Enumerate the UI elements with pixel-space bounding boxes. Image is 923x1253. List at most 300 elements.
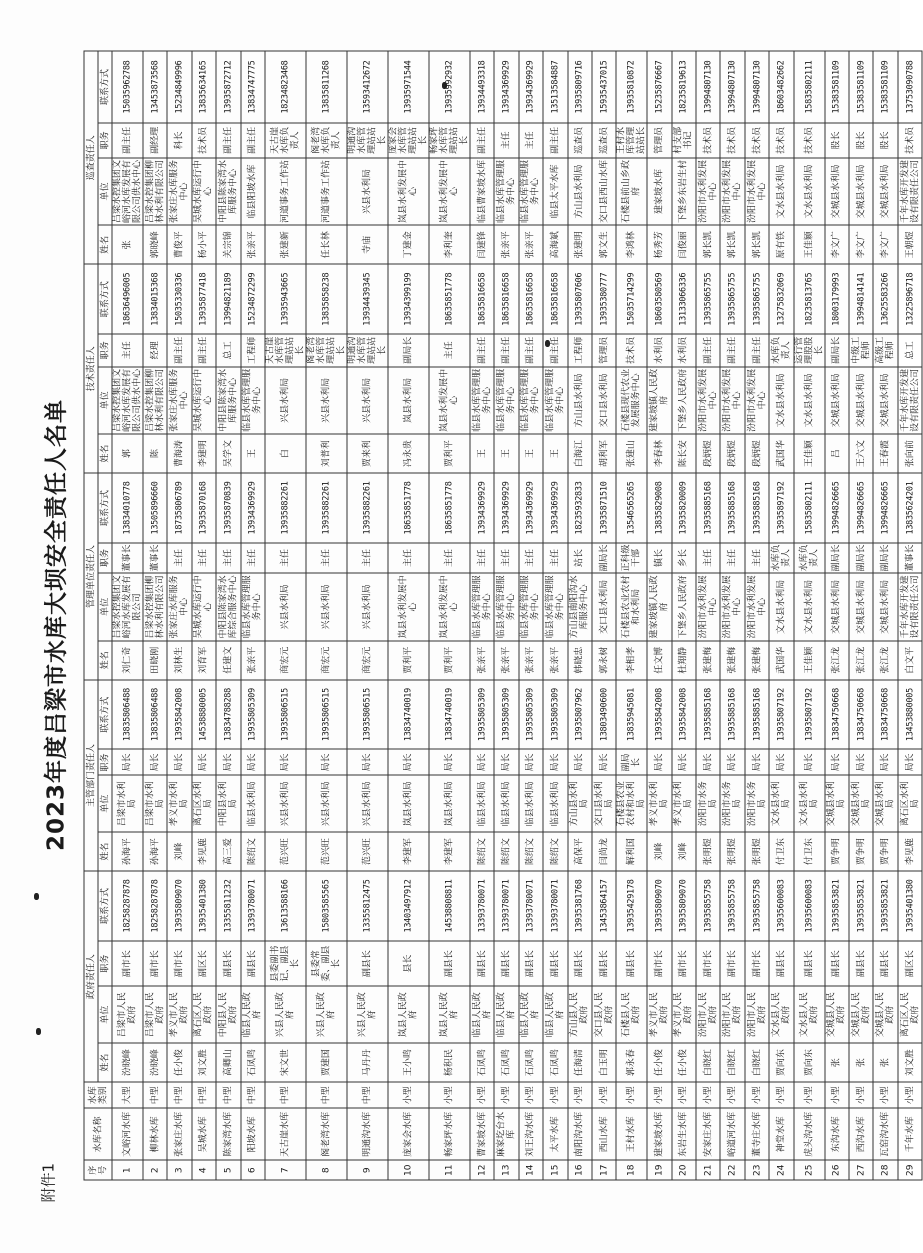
cell-seq: 27	[849, 1160, 873, 1180]
cell-mgmt-unit: 兴县水利局	[306, 573, 347, 640]
cell-gov-name: 石凤鸣	[543, 1043, 567, 1082]
cell-mgmt-name: 任文博	[647, 641, 671, 680]
cell-mgmt-unit: 交城县水利局	[873, 573, 897, 640]
header-dept-phone: 联系方式	[98, 680, 112, 750]
cell-reservoir-name: 虎头沟水库	[794, 1108, 825, 1160]
cell-tech-unit: 吕梁水控集团文峪河水库发展有限公司供水中心	[112, 367, 143, 434]
cell-gov-name: 白晓红	[696, 1043, 720, 1082]
cell-patrol-unit: 方山县水利局	[568, 158, 592, 225]
cell-patrol-phone: 13935809716	[568, 51, 592, 123]
cell-tech-post: 阁老湾水库管理站站长	[306, 334, 347, 367]
cell-tech-post: 高级工程师	[873, 334, 897, 367]
cell-dept-unit: 方山县水利局	[568, 775, 592, 832]
cell-patrol-post: 王村水库管理站站长	[616, 123, 647, 158]
cell-dept-unit: 岚县水利局	[429, 775, 470, 832]
cell-patrol-post: 村支部书记	[672, 123, 696, 158]
cell-reservoir-name: 曹家坡水库	[470, 1108, 494, 1160]
cell-seq: 9	[347, 1160, 388, 1180]
cell-seq: 1	[112, 1160, 143, 1180]
cell-tech-name: 王	[519, 434, 543, 473]
table-row	[112, 51, 143, 1180]
cell-tech-unit: 交城县水利局	[849, 367, 873, 434]
cell-patrol-post: 副主任	[543, 123, 567, 158]
cell-reservoir-name: 东岩生水库	[672, 1108, 696, 1160]
cell-patrol-unit: 吴城水库运行中心	[192, 158, 216, 225]
cell-mgmt-unit: 千年水库开发建设有限责任公司	[898, 573, 922, 640]
cell-tech-post: 天古崖水库管理站站长	[265, 334, 306, 367]
cell-reservoir-type: 小型	[519, 1082, 543, 1108]
cell-tech-phone: 18635816658	[519, 264, 543, 334]
cell-tech-unit: 中阳县陈家湾水库服务中心	[216, 367, 240, 434]
cell-patrol-phone: 13934493318	[470, 51, 494, 123]
cell-dept-unit: 孝义市水利局	[672, 775, 696, 832]
cell-gov-post: 副县长	[568, 941, 592, 987]
cell-mgmt-unit: 吴城水库运行中心	[192, 573, 216, 640]
cell-dept-phone: 13834750668	[849, 680, 873, 750]
cell-gov-name: 石凤鸣	[519, 1043, 543, 1082]
cell-tech-unit: 临县水库管理服务中心	[494, 367, 518, 434]
cell-mgmt-phone: 13934369929	[519, 473, 543, 543]
cell-tech-unit: 张家庄水库服务中心	[167, 367, 191, 434]
cell-dept-name: 李建军	[429, 832, 470, 871]
cell-tech-post: 副主任	[167, 334, 191, 367]
cell-dept-name: 范兴旺	[347, 832, 388, 871]
cell-dept-post: 局长	[470, 749, 494, 775]
cell-seq: 10	[388, 1160, 429, 1180]
cell-dept-phone: 13935805309	[543, 680, 567, 750]
cell-tech-phone: 15035714299	[616, 264, 647, 334]
cell-gov-post: 副市长	[647, 941, 671, 987]
cell-tech-unit: 交城县水利局	[825, 367, 849, 434]
cell-dept-unit: 临县水利局	[519, 775, 543, 832]
cell-gov-phone: 13935381768	[568, 871, 592, 941]
cell-gov-post: 副区长	[898, 941, 922, 987]
cell-patrol-phone: 15234849996	[167, 51, 191, 123]
cell-gov-name: 王小鸣	[388, 1043, 429, 1082]
cell-gov-name: 汾晓峰	[143, 1043, 167, 1082]
cell-gov-name: 刘文胜	[192, 1043, 216, 1082]
cell-patrol-post: 股长	[849, 123, 873, 158]
cell-patrol-name: 张建明	[568, 225, 592, 264]
header-mgmt-post: 职务	[98, 543, 112, 573]
cell-dept-name: 孙海平	[143, 832, 167, 871]
cell-tech-post: 工程师	[568, 334, 592, 367]
cell-tech-unit: 千年水库开发建设有限责任公司	[898, 367, 922, 434]
cell-patrol-post: 股长	[825, 123, 849, 158]
cell-mgmt-post: 主任	[167, 543, 191, 573]
cell-tech-unit: 兴县水利局	[265, 367, 306, 434]
header-tech-name: 姓名	[98, 434, 112, 473]
cell-patrol-phone: 15235876667	[647, 51, 671, 123]
header-group-patrol: 巡查责任人	[84, 51, 98, 264]
cell-mgmt-name: 刘仁奇	[112, 641, 143, 680]
cell-gov-post: 副县长	[347, 941, 388, 987]
header-tech-phone: 联系方式	[98, 264, 112, 334]
cell-mgmt-name: 杜翔静	[672, 641, 696, 680]
cell-mgmt-unit: 石楼县农业农村和水利局	[616, 573, 647, 640]
cell-dept-phone: 13935805309	[470, 680, 494, 750]
cell-gov-phone: 18258287878	[112, 871, 143, 941]
cell-dept-name: 高保平	[568, 832, 592, 871]
cell-patrol-name: 李文广	[849, 225, 873, 264]
cell-reservoir-type: 中型	[143, 1082, 167, 1108]
cell-dept-phone: 13935807962	[568, 680, 592, 750]
cell-tech-post: 技术员	[616, 334, 647, 367]
cell-tech-unit: 文水县水利局	[769, 367, 793, 434]
cell-patrol-post: 技术员	[696, 123, 720, 158]
cell-seq: 5	[216, 1160, 240, 1180]
cell-mgmt-unit: 汾阳市水利发展中心	[696, 573, 720, 640]
cell-gov-phone: 13935809070	[647, 871, 671, 941]
cell-gov-post: 副市长	[167, 941, 191, 987]
cell-patrol-unit: 建家坡水库	[647, 158, 671, 225]
cell-tech-name: 段炳煜	[720, 434, 744, 473]
cell-mgmt-name: 张江龙	[873, 641, 897, 680]
header-reservoir-type: 水库类别	[84, 1082, 112, 1108]
cell-gov-phone: 13613588166	[265, 871, 306, 941]
cell-mgmt-phone: 13935885168	[745, 473, 769, 543]
cell-gov-unit: 临县人民政府	[241, 986, 265, 1043]
cell-dept-unit: 吕梁市水利局	[143, 775, 167, 832]
cell-gov-post: 副县长	[470, 941, 494, 987]
cell-dept-unit: 离石区水利局	[192, 775, 216, 832]
table-row	[720, 51, 744, 1180]
cell-patrol-name: 寺庙	[347, 225, 388, 264]
cell-patrol-phone: 13513584887	[543, 51, 567, 123]
cell-gov-phone: 13935853821	[825, 871, 849, 941]
cell-mgmt-phone: 13505896660	[143, 473, 167, 543]
cell-reservoir-name: 峪道河水库	[720, 1108, 744, 1160]
cell-reservoir-type: 小型	[429, 1082, 470, 1108]
attachment-label: 附件1	[39, 1162, 58, 1203]
cell-patrol-name: 关宗锦	[216, 225, 240, 264]
cell-gov-unit: 方山县人民政府	[568, 986, 592, 1043]
cell-mgmt-name: 商宏元	[347, 641, 388, 680]
cell-dept-unit: 岚县水利局	[388, 775, 429, 832]
cell-mgmt-name: 张亲平	[494, 641, 518, 680]
cell-patrol-phone: 15835802111	[794, 51, 825, 123]
cell-dept-name: 刘峰	[167, 832, 191, 871]
cell-tech-post: 总工	[898, 334, 922, 367]
cell-patrol-unit: 汾阳市水利发展中心	[696, 158, 720, 225]
cell-tech-name: 吕	[825, 434, 849, 473]
cell-tech-unit: 汾阳市水利发展中心	[696, 367, 720, 434]
cell-gov-post: 副县长	[794, 941, 825, 987]
cell-tech-unit: 方山县水利局	[568, 367, 592, 434]
cell-tech-post: 副主任	[192, 334, 216, 367]
cell-reservoir-type: 小型	[873, 1082, 897, 1108]
table-row	[647, 51, 671, 1180]
cell-dept-unit: 交城县水利局	[873, 775, 897, 832]
cell-gov-unit: 中阳县人民政府	[216, 986, 240, 1043]
cell-mgmt-post: 董事长	[143, 543, 167, 573]
cell-dept-name: 陈绍文	[470, 832, 494, 871]
cell-mgmt-post: 主任	[388, 543, 429, 573]
cell-gov-post: 副区长	[192, 941, 216, 987]
cell-tech-phone: 13835858238	[306, 264, 347, 334]
cell-mgmt-unit: 文水县水利局	[769, 573, 793, 640]
table-row	[470, 51, 494, 1180]
cell-patrol-name: 李文广	[825, 225, 849, 264]
cell-patrol-name: 张亲平	[494, 225, 518, 264]
cell-dept-phone: 13935806515	[347, 680, 388, 750]
cell-patrol-post: 科长	[167, 123, 191, 158]
cell-gov-name: 贾向东	[794, 1043, 825, 1082]
cell-tech-name: 贾利平	[429, 434, 470, 473]
cell-dept-phone: 13834788288	[216, 680, 240, 750]
cell-mgmt-phone: 13935882261	[347, 473, 388, 543]
cell-mgmt-post: 镇长	[647, 543, 671, 573]
cell-tech-unit: 吴城水库运行中心	[192, 367, 216, 434]
cell-gov-unit: 临县人民政府	[543, 986, 567, 1043]
cell-patrol-phone: 15383581109	[873, 51, 897, 123]
cell-gov-phone: 13935401380	[898, 871, 922, 941]
cell-tech-name: 武国华	[769, 434, 793, 473]
cell-gov-post: 副县长	[429, 941, 470, 987]
cell-gov-unit: 交城县人民政府	[849, 986, 873, 1043]
cell-mgmt-unit: 交城县水利局	[849, 573, 873, 640]
cell-tech-post: 副主任	[470, 334, 494, 367]
cell-patrol-phone: 13935872712	[216, 51, 240, 123]
cell-mgmt-unit: 兴县水利局	[347, 573, 388, 640]
cell-tech-post: 经理	[143, 334, 167, 367]
cell-dept-unit: 中阳县水利局	[216, 775, 240, 832]
cell-seq: 6	[241, 1160, 265, 1180]
cell-dept-name: 贾争明	[825, 832, 849, 871]
cell-gov-post: 副市长	[745, 941, 769, 987]
table-row	[167, 51, 191, 1180]
cell-tech-phone: 13133066336	[672, 264, 696, 334]
cell-tech-post: 副主任	[720, 334, 744, 367]
cell-seq: 26	[825, 1160, 849, 1180]
cell-seq: 22	[720, 1160, 744, 1180]
cell-gov-post: 副县长	[849, 941, 873, 987]
cell-gov-post: 副市长	[696, 941, 720, 987]
cell-tech-name: 郭	[112, 434, 143, 473]
cell-tech-phone: 18603580569	[647, 264, 671, 334]
cell-dept-unit: 文水县水利局	[769, 775, 793, 832]
cell-gov-name: 张	[873, 1043, 897, 1082]
cell-reservoir-type: 小型	[568, 1082, 592, 1108]
cell-gov-unit: 文水县人民政府	[794, 986, 825, 1043]
cell-seq: 12	[470, 1160, 494, 1180]
cell-mgmt-post: 主任	[543, 543, 567, 573]
cell-mgmt-phone: 13935885168	[720, 473, 744, 543]
cell-tech-name: 段炳煜	[696, 434, 720, 473]
cell-patrol-unit: 兴县水利局	[347, 158, 388, 225]
cell-dept-post: 局长	[543, 749, 567, 775]
cell-gov-post: 副市长	[112, 941, 143, 987]
cell-gov-name: 石凤鸣	[494, 1043, 518, 1082]
cell-mgmt-unit: 临县水库管理服务中心	[494, 573, 518, 640]
cell-dept-phone: 13935885168	[696, 680, 720, 750]
header-group-dept: 主管部门责任人	[84, 680, 98, 871]
cell-dept-name: 陈绍文	[241, 832, 265, 871]
cell-patrol-name: 张亲平	[241, 225, 265, 264]
cell-mgmt-name: 张亲平	[543, 641, 567, 680]
cell-dept-unit: 汾阳市水务局	[720, 775, 744, 832]
cell-reservoir-type: 小型	[745, 1082, 769, 1108]
cell-tech-phone: 13934439345	[347, 264, 388, 334]
cell-mgmt-name: 商宏元	[265, 641, 306, 680]
cell-gov-name: 高卿山	[216, 1043, 240, 1082]
cell-mgmt-name: 李相孝	[616, 641, 647, 680]
cell-dept-name: 解利国	[616, 832, 647, 871]
cell-gov-unit: 汾阳市人民政府	[696, 986, 720, 1043]
cell-mgmt-name: 张建梅	[720, 641, 744, 680]
header-mgmt-name: 姓名	[98, 641, 112, 680]
cell-mgmt-phone: 13935882261	[265, 473, 306, 543]
cell-patrol-unit: 临县水库管理服务中心	[519, 158, 543, 225]
cell-mgmt-phone: 13935871510	[592, 473, 616, 543]
cell-tech-post: 明通沟水库管理站站长	[347, 334, 388, 367]
cell-mgmt-unit: 吕梁水控集团柳林水利有限公司	[143, 573, 167, 640]
cell-reservoir-name: 西山水库	[592, 1108, 616, 1160]
table-row	[794, 51, 825, 1180]
header-seq: 序号	[84, 1160, 112, 1180]
table-row	[192, 51, 216, 1180]
cell-reservoir-name: 明通沟水库	[347, 1108, 388, 1160]
cell-patrol-post: 天古崖水库负责人	[265, 123, 306, 158]
cell-seq: 18	[616, 1160, 647, 1180]
cell-dept-unit: 兴县水利局	[306, 775, 347, 832]
cell-tech-post: 副主任	[745, 334, 769, 367]
cell-mgmt-post: 主任	[306, 543, 347, 573]
cell-dept-post: 局长	[769, 749, 793, 775]
cell-patrol-phone: 15035962788	[112, 51, 143, 123]
cell-patrol-phone: 18234823468	[265, 51, 306, 123]
cell-tech-name: 陈	[143, 434, 167, 473]
cell-mgmt-unit: 汾阳市水利发展中心	[745, 573, 769, 640]
cell-gov-post: 副县长	[241, 941, 265, 987]
cell-dept-post: 局长	[696, 749, 720, 775]
cell-reservoir-type: 小型	[647, 1082, 671, 1108]
cell-mgmt-unit: 方山县南阳沟水库服务中心	[568, 573, 592, 640]
cell-reservoir-name: 太平水库	[543, 1108, 567, 1160]
cell-gov-phone: 13453864157	[592, 871, 616, 941]
cell-tech-name: 李春林	[647, 434, 671, 473]
cell-patrol-phone: 15935437015	[592, 51, 616, 123]
cell-patrol-unit: 石楼县前山乡政府	[616, 158, 647, 225]
cell-seq: 21	[696, 1160, 720, 1180]
cell-tech-name: 李建明	[192, 434, 216, 473]
cell-mgmt-phone: 18235932833	[568, 473, 592, 543]
cell-dept-post: 局长	[216, 749, 240, 775]
cell-dept-post: 局长	[112, 749, 143, 775]
cell-reservoir-type: 小型	[494, 1082, 518, 1108]
cell-tech-unit: 汾阳市水利发展中心	[745, 367, 769, 434]
cell-patrol-unit: 文水县水利局	[769, 158, 793, 225]
cell-dept-phone: 13834740019	[388, 680, 429, 750]
header-patrol-unit: 单位	[98, 158, 112, 225]
cell-dept-phone: 13935806515	[306, 680, 347, 750]
cell-gov-unit: 岚县人民政府	[388, 986, 429, 1043]
cell-patrol-unit: 交城县水利局	[849, 158, 873, 225]
cell-gov-phone: 14538808811	[429, 871, 470, 941]
cell-patrol-unit: 交城县水利局	[873, 158, 897, 225]
cell-dept-name: 孙海平	[112, 832, 143, 871]
cell-dept-phone: 13935805309	[494, 680, 518, 750]
cell-tech-phone: 13935865755	[720, 264, 744, 334]
header-patrol-name: 姓名	[98, 225, 112, 264]
cell-tech-name: 吴学文	[216, 434, 240, 473]
cell-patrol-post: 庞家会水库管理站站长	[388, 123, 429, 158]
cell-gov-name: 任小俊	[672, 1043, 696, 1082]
cell-patrol-unit: 临县阳坡水库	[241, 158, 265, 225]
cell-mgmt-name: 白文平	[898, 641, 922, 680]
cell-gov-unit: 岚县人民政府	[429, 986, 470, 1043]
table-row	[519, 51, 543, 1180]
cell-gov-post: 副县长	[216, 941, 240, 987]
cell-dept-post: 局长	[388, 749, 429, 775]
cell-tech-unit: 石楼县现代农业发展服务中心	[616, 367, 647, 434]
cell-dept-phone: 13935807192	[794, 680, 825, 750]
header-reservoir-name: 水库名称	[84, 1108, 112, 1160]
cell-patrol-post: 技术员	[794, 123, 825, 158]
cell-patrol-unit: 岚县水利发展中心	[388, 158, 429, 225]
cell-tech-unit: 临县水库管理服务中心	[519, 367, 543, 434]
cell-patrol-name: 闫俊丽	[672, 225, 696, 264]
cell-dept-phone: 13935806515	[265, 680, 306, 750]
cell-dept-name: 刘峰	[672, 832, 696, 871]
cell-mgmt-name: 张江龙	[849, 641, 873, 680]
cell-dept-post: 局长	[265, 749, 306, 775]
cell-gov-phone: 13393780071	[543, 871, 567, 941]
cell-gov-unit: 交城县人民政府	[873, 986, 897, 1043]
cell-gov-name: 贾建国	[306, 1043, 347, 1082]
cell-mgmt-post: 主任	[347, 543, 388, 573]
cell-patrol-unit: 下堡乡东岩生村	[672, 158, 696, 225]
cell-gov-phone: 13935809070	[167, 871, 191, 941]
cell-reservoir-type: 小型	[592, 1082, 616, 1108]
cell-mgmt-unit: 临县水库管理服务中心	[241, 573, 265, 640]
cell-reservoir-type: 中型	[192, 1082, 216, 1108]
cell-patrol-phone: 13835634165	[192, 51, 216, 123]
cell-mgmt-unit: 吕梁水控集团文峪河水库发展有限公司	[112, 573, 143, 640]
cell-dept-phone: 13935842008	[647, 680, 671, 750]
cell-tech-phone: 15035330336	[167, 264, 191, 334]
cell-tech-unit: 临县水库管理服务中心	[470, 367, 494, 434]
cell-gov-unit: 孝义市人民政府	[167, 986, 191, 1043]
cell-gov-post: 副县长	[769, 941, 793, 987]
table-row	[873, 51, 897, 1180]
cell-gov-unit: 兴县人民政府	[265, 986, 306, 1043]
cell-patrol-post: 副主任	[112, 123, 143, 158]
cell-mgmt-phone: 13935882261	[306, 473, 347, 543]
cell-reservoir-name: 神堂水库	[769, 1108, 793, 1160]
cell-mgmt-post: 主任	[429, 543, 470, 573]
cell-patrol-post: 主任	[494, 123, 518, 158]
cell-patrol-unit: 汾阳市水利发展中心	[745, 158, 769, 225]
cell-mgmt-unit: 临县水库管理服务中心	[519, 573, 543, 640]
table-row	[216, 51, 240, 1180]
header-gov-name: 姓名	[98, 1043, 112, 1082]
cell-tech-name: 张建山	[616, 434, 647, 473]
header-gov-post: 职务	[98, 941, 112, 987]
cell-tech-phone: 13275832069	[769, 264, 793, 334]
cell-dept-name: 刘峰	[647, 832, 671, 871]
cell-gov-name: 张	[849, 1043, 873, 1082]
cell-seq: 24	[769, 1160, 793, 1180]
cell-dept-unit: 文水县水利局	[794, 775, 825, 832]
cell-patrol-name: 张	[112, 225, 143, 264]
cell-gov-name: 任小俊	[167, 1043, 191, 1082]
cell-dept-post: 局长	[672, 749, 696, 775]
cell-mgmt-unit: 中阳县陈家湾水库综合服务中心	[216, 573, 240, 640]
cell-mgmt-name: 贾利平	[429, 641, 470, 680]
cell-gov-unit: 离石区人民政府	[192, 986, 216, 1043]
cell-gov-name: 杨积民	[429, 1043, 470, 1082]
